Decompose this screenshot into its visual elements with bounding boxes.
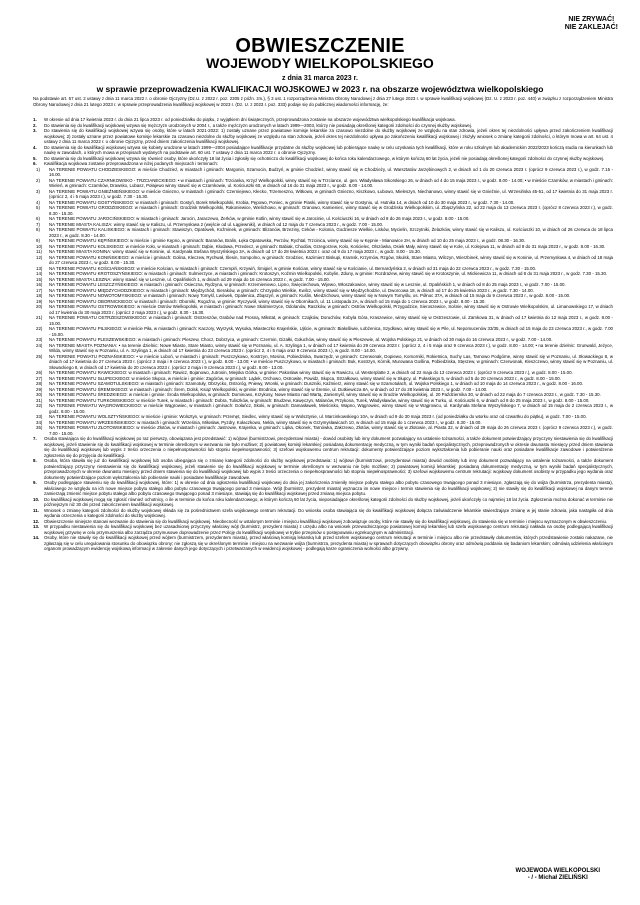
location-number: 13) [36, 265, 43, 271]
notice-line-1: NIE ZRYWAĆ! [568, 16, 615, 23]
location-text: NA TERENIE POWIATU OSTRZESZOWSKIEGO: w miastach i gminach: Ostrzeszów, Grabów nad Prosną, Mikstat, w gminach: Czajków, Doruchów, Kobyla Góra, Kraszewice, winny stawić się w Ostrzeszowie, ul. Zamkowa 31, w dniach od 17 kwietnia do 12 maja 2023 r., w godz. 8.00 - 15.00. [49, 315, 613, 326]
location-text: NA TERENIE POWIATU NOWOTOMYSKIEGO: w miastach i gminach: Nowy Tomyśl, Lwówek, Opalenica, Zbąszyń, w gminach: Kuślin, Miedzichowo, winny stawić się w Nowym Tomyślu, os. Północ 37A, w dniach od 15 maja do 9 czerwca 2023 r., w godz. 8.00 - 15.00. [49, 293, 571, 298]
point-number: 2. [33, 122, 37, 128]
location-text: NA TERENIE POWIATU GRODZISKIEGO: w miastach i gminach: Grodzisk Wielkopolski, Rakoniewice, Wielichowo, w gminach: Granowo, Kamieniec, winny stawić się w Grodzisku Wielkopolskim, ul. Zbąszyńska 22, od 22 maja do 13 czerwca 2023 r. (oprócz 8 czerwca 2023 r.), w godz. 8.30 - 15.30. [49, 205, 613, 216]
location-number: 1) [36, 166, 40, 172]
location-row [33, 425, 613, 436]
location-number: 6) [36, 216, 40, 221]
location-row [33, 178, 613, 189]
location-text: NA TERENIE POWIATU ŚREDZKIEGO: w mieście i gminie: Środa Wielkopolska, w gminach: Dominowo, Krzykosy, Nowe Miasto nad Wartą, Zaniemyśl, winny stawić się w Środzie Wielkopolskiej, ul. 20 Października 30, w dniach od 22 maja do 7 czerwca 2023 r., w godz. 7.30 - 15.30. [49, 392, 601, 397]
point-number: 5. [33, 155, 37, 161]
point-number: 3. [33, 128, 37, 133]
location-number: 33) [36, 414, 43, 419]
points-list-1 [33, 117, 613, 167]
location-text: NA TERENIE MIASTA KONINA: winny stawić się w Koninie, ul. Kardynała Stefana Wyszyńskiego 3A, w dniach od 17 do 28 kwietnia 2023 r. oraz od 9 do 17 maja 2023 r., w godz. 8.00 - 15.30. [49, 249, 421, 254]
location-text: NA TERENIE POWIATU POZNAŃSKIEGO: • w mieście Luboń, w miastach i gminach: Puszczykowo, Kostrzyn, Mosina, Pobiedziska, Swarzędz, w gminach: Czerwonak, Dopiewo, Komorniki, Rokietnica, Suchy Las, Tarnowo Podgórne, winny stawić się w Poznaniu, ul. Słowackiego 8, w dniach od 17 kwietnia do 27 czerwca 2023 r. (oprócz 2 maja i 9 czerwca 2023 r.), w godz. 8.00 - 13.00; • w mieście Puszczykowo, w miastach i gminach: Buk, Kostrzyn, Kórnik, Murowana Goślina, Pobiedziska, Stęszew, w gminach: Czerwonak, Kleszczewo, winny stawić się w Poznaniu, ul. Słowackiego 8, w dniach od 17 kwietnia do 20 czerwca 2023 r. (oprócz 2 maja i 9 czerwca 2023 r.), w godz. 8.00 - 13.00. [49, 353, 613, 370]
document-topic: w sprawie przeprowadzenia KWALIFIKACJI WOJSKOWEJ w 2023 r. na obszarze województwa wielkopolskiego [96, 84, 544, 94]
location-text: NA TERENIE POWIATU WĄGROWIECKIEGO: w mieście Wągrowiec, w miastach i gminach: Gołańcz, Skoki, w gminach: Damasławek, Mieścisko, Wapno, Wągrowiec, winny stawić się w Wągrowcu, ul. Kardynała Stefana Wyszyńskiego 7, w dniach od 15 maja do 2 czerwca 2023 r., w godz. 8.00 - 15.00. [49, 403, 613, 414]
point-text: Kwalifikacja wojskowa zostanie przeprowadzona w niżej podanych miejscach i terminach: [44, 161, 219, 166]
numbered-point [33, 508, 613, 519]
location-text: NA TERENIE POWIATU OSTROWSKIEGO: w mieście Ostrów Wielkopolski, w miastach i gminach: Nowe Skalmierzyce, Odolanów, Raszków, w gminach: Ostrów Wielkopolski, Przygodzice, Sieroszewice, Sośnie, winny stawić się w Ostrowie Wielkopolskim, ul. Limanowskiego 17, w dniach od 17 kwietnia do 30 maja 2023 r. (oprócz 2 maja 2023 r.), w godz. 8.30 - 16.30. [49, 304, 613, 315]
point-text: Do stawienia się do kwalifikacji wojskowej wzywa się kobiety urodzone w latach 1999—2004 posiadające kwalifikacje przydatne do służby wojskowej lub pobierające naukę w celu uzyskania tych kwalifikacji, które w roku szkolnym lub akademickim 2022/2023 kończą studia na kierunkach lub naukę w zawodach, o których mowa w przepisach wydanych na podstawie art. 60 ust. 7 ustawy z dnia 11 marca 2022 r. o obronie Ojczyzny. [44, 144, 613, 155]
location-number: 17) [36, 287, 43, 293]
location-number: 23) [36, 337, 43, 342]
point-text: Osoby, które nie stawiły się do kwalifikacji wojskowej przed wójtem (burmistrzem, prezydentem miasta), przed właściwą komisją lekarską lub przed szefem wojskowego centrum rekrutacji w terminie i miejscu albo nie przedstawiły dokumentów, których przedstawienie zostało nakazane, nie zgłaszają się w celu uregulowania stosunku do obowiązku obrony; nie zgłoszą się w określonym terminie i miejscu na wezwanie wójta (burmistrza, prezydenta miasta) w sprawach dotyczących obowiązku obrony oraz odmówią poddania się badaniom lekarskim; odmówią udzielenia właściwym organom prowadzącym ewidencję wojskową informacji w zakresie danych jego dotyczących i przetwarzanych w ewidencji wojskowej - podlegają karze ograniczenia wolności albo grzywny. [44, 535, 613, 551]
location-text: NA TERENIE POWIATU PLESZEWSKIEGO: w miastach i gminach: Pleszew, Chocz, Dobrzyca, w gminach: Czermin, Gizałki, Gołuchów, winny stawić się w Pleszewie, al. Wojska Polskiego 21, w dniach od 30 maja do 16 czerwca 2023 r., w godz. 7.00 - 14.00. [49, 337, 553, 342]
point-number: 1. [33, 117, 37, 122]
point-number: 6. [33, 161, 37, 166]
location-text: NA TERENIE POWIATU ŚREMSKIEGO: w miastach i gminach: Śrem, Dolsk, Książ Wielkopolski, w gminie: Brodnica, winny stawić się w Śremie, ul. Dutkiewicza 8A, w dniach od 17 do 28 kwietnia 2023 r., w godz. 7.00 - 14.00. [49, 386, 488, 392]
location-number: 5) [36, 205, 40, 210]
point-text: Osoby podlegające stawieniu się do kwalifikacji wojskowej, które: 1) w okresie od dnia ogłoszenia kwalifikacji wojskowej do dnia jej zakończenia zmieniły miejsce pobytu stałego albo pobytu czasowego trwającego ponad 3 miesiące, zgłaszają się do wójta (burmistrza, prezydenta miasta), właściwego ze względu na ich nowe miejsce pobytu stałego albo pobytu czasowego trwającego ponad 3 miesiące. Wójt (burmistrz, prezydent miasta) wyznacza im nowe miejsce i termin stawienia się do kwalifikacji wojskowej; 2) nie stawiły się do kwalifikacji wojskowej na danym terenie zamierzają zmienić miejsce pobytu stałego albo pobytu czasowego trwającego ponad 3 miesiące, stawiają się do kwalifikacji wojskowej przed zmianą miejsca pobytu. [44, 480, 613, 496]
point-text: W okresie od dnia 17 kwietnia 2023 r. do dnia 21 lipca 2023 r. od poniedziałku do piątku, z wyjątkiem dni świątecznych, przeprowadzona zostanie na obszarze województwa wielkopolskiego kwalifikacja wojskowa. [44, 117, 456, 122]
point-text: W przypadku niestawienia się do kwalifikacji wojskowej bez uzasadnionej przyczyny właściwy wójt (burmistrz, prezydent miasta) z urzędu albo na wniosek przewodniczącego powiatowej komisji lekarskiej lub szefa wojskowego centrum rekrutacji nakłada na osobę podlegającą kwalifikacji wojskowej grzywnę w celu przymuszenia albo zarządza przymusowe doprowadzenie przez Policję do kwalifikacji wojskowej w trybie przepisów o postępowaniu egzekucyjnym w administracji. [44, 524, 613, 535]
legal-basis-intro: Na podstawie art. 57 ust. 2 ustawy z dnia 11 marca 2022 r. o obronie Ojczyzny (Dz.U. z 2022 r. poz. 2305 z późn. zm.), § 3 ust. 1 rozporządzenia Ministra Obrony Narodowej z dnia 27 lutego 2023 r. w sprawie kwalifikacji wojskowej (Dz. U. z 2023 r. poz. 440) w związku z rozporządzeniem Ministra Obrony Narodowej z dnia 21 lutego 2023 r. w sprawie przeprowadzenia kwalifikacji wojskowej w 2023 r. (Dz. U. z 2023 r. poz. 333) podaje się do publicznej wiadomości informację, że: [33, 96, 613, 107]
location-number: 31) [36, 397, 43, 403]
location-text: NA TERENIE MIASTA LESZNA: winny stawić się w Lesznie, ul. Opalińskich 1, w dniach od 29 maja do 16 czerwca 2023 r., w godz. 7.00 - 15.00. [49, 276, 330, 282]
location-row [33, 167, 613, 178]
points-list-2 [33, 436, 613, 552]
location-text: NA TERENIE POWIATU LESZCZYŃSKIEGO: w miastach i gminach: Osieczna, Rydzyna, w gminach: Krzemieniewo, Lipno, Święciechowa, Wijewo, Włoszakowice, winny stawić się w Lesznie, ul. Opalińskich 1, w dniach od 8 do 25 maja 2023 r., w godz. 7.00 - 15.00. [49, 282, 566, 287]
point-number: 4. [33, 144, 37, 150]
location-row [33, 255, 613, 266]
location-number: 8) [36, 227, 40, 232]
numbered-point [33, 128, 613, 145]
location-number: 30) [36, 392, 43, 397]
numbered-point [33, 497, 613, 508]
numbered-point [33, 535, 613, 552]
point-text: Osoba, która stawiła się już do kwalifikacji wojskowej lub osoba ubiegająca się o zmianę kategorii zdolności do służby wojskowej przedstawia: 1) wójtowi (burmistrzowi, prezydentowi miasta) dowód osobisty lub inny dokument pozwalający na ustalenie tożsamości, a także dokument potwierdzający przyczyny niestawienia się do kwalifikacji wojskowej, jeżeli stawienie się do kwalifikacji wojskowej w terminie określonym w wezwaniu nie było możliwe; 2) powiatowej komisji lekarskiej: posiadaną dokumentację medyczną, w tym wyniki badań specjalistycznych, przeprowadzonych w okresie dwunastu miesięcy przed dniem stawienia się do kwalifikacji wojskowej lub wypis z treści orzeczenia o niepełnosprawności lub stopniu niepełnosprawności; 3) szefowi wojskowemu centrum rekrutacji: wojskowy dokument osobisty w przypadku jego wydania oraz dokumenty potwierdzające poziom wykształcenia lub pobieranie nauki i posiadane kwalifikacje zawodowe. [44, 458, 613, 480]
location-number: 12) [36, 254, 43, 260]
location-number: 18) [36, 293, 43, 298]
location-text: NA TERENIE POWIATU RAWICKIEGO: w miastach i gminach: Rawicz, Bojanowo, Jutrosin, Miejska Górka, w gminie: Pakosław winny stawić się w Rawiczu, ul. Westerplatte 2, w dniach od 22 maja do 13 czerwca 2023 r. (oprócz 9 czerwca 2023 r.), w godz. 8.00 - 15.00. [49, 370, 573, 375]
location-number: 19) [36, 298, 43, 304]
location-row [33, 205, 613, 216]
location-number: 10) [36, 243, 43, 249]
location-number: 35) [36, 425, 43, 430]
point-number: 10. [33, 496, 40, 502]
numbered-point [33, 436, 613, 458]
location-text: NA TERENIE POWIATU CZARNKOWSKO - TRZCIANECKIEGO: • w miastach i gminach: Trzcianka, Krzyż Wielkopolski, winny stawić się w Trzciance, ul. gen. Władysława Sikorskiego 26, w dniach od 4 do 15 maja 2023 r., w godz. 8.00 - 14.00; • w mieście Czarnków, w miastach i gminach: Wieleń, w gminach: Czarnków, Drawsko, Lubasz, Połajewo winny stawić się w Czarnkowie, ul. Kościuszki 60, w dniach od 16 do 31 maja 2023 r., w godz. 8.00 - 14.00. [49, 177, 613, 188]
numbered-point [33, 145, 613, 156]
location-text: NA TERENIE POWIATU KONIŃSKIEGO: w mieście i gminach: Golina, Kleczew, Rychwał, Ślesin, Sompolno, w gminach: Grodziec, Kazimierz Biskupi, Kramsk, Krzymów, Rzgów, Skulsk, Stare Miasto, Wilczyn, Wierzbinek, winny stawić się w Koninie, ul. Przemysłowa 4, w dniach od 18 maja do 27 czerwca 2023 r., w godz. 8.00 - 15.30. [49, 254, 613, 265]
location-number: 11) [36, 249, 43, 254]
point-text: Do kwalifikacji wojskowej mogą się zgłosić również ochotnicy, o ile w terminie do końca roku kalendarzowego, w którym kończą 60 lat życia, nieposiadające określonej kategorii zdolności do służby wojskowej, jeżeli ukończyły co najmniej 18 lat życia. Zgłoszenia można dokonać w terminie nie późniejszym niż 30 dni przed zakończeniem kwalifikacji wojskowej. [44, 496, 613, 507]
location-number: 32) [36, 403, 43, 408]
notice-line-2: NIE ZAKLEJAĆ! [564, 24, 618, 31]
locations-list [33, 167, 613, 437]
location-text: NA TERENIE MIASTA KALISZA: winny stawić się w Kaliszu, ul. Przemysłowa 2 (wejście od ul. Łągiewniki), w dniach od 12 maja do 7 czerwca 2023 r., w godz. 7.00 - 15.00. [49, 221, 384, 227]
location-row [33, 189, 613, 200]
signature-title: WOJEWODA WIELKOPOLSKI [515, 868, 600, 874]
location-number: 14) [36, 271, 43, 276]
location-row [33, 315, 613, 326]
location-number: 25) [36, 353, 43, 359]
signature-name: - / - Michał ZIELIŃSKI [527, 875, 588, 881]
location-number: 7) [36, 221, 40, 227]
point-number: 11. [33, 507, 39, 513]
document-body [33, 117, 613, 552]
location-number: 29) [36, 386, 43, 392]
location-number: 21) [36, 315, 43, 320]
location-number: 15) [36, 276, 43, 282]
location-number: 2) [36, 177, 40, 183]
location-text: NA TERENIE POWIATU CHODZIESKIEGO: w mieście Chodzież, w miastach i gminach: Margonin, Szamocin, Budzyń, w gminie Chodzież, winny stawić się w Chodzieży, ul. Warsztatów Jarzębinowych 2, w dniach od 1 do 20 czerwca 2023 r. (oprócz 9 czerwca 2023 r.), w godz. 7.15 - 16.00. [49, 166, 613, 177]
numbered-point [33, 524, 613, 535]
location-text: NA TERENIE POWIATU WOLSZTYŃSKIEGO: w mieście i gminie: Wolsztyn, w gminach: Przemęt, Siedlec, winny stawić się w Wolsztynie, ul. Marcinkowskiego 10A, w dniach od 9 do 30 maja 2023 r. (od poniedziałku do wtorku oraz od czwartku do piątku), w godz. 7.00 - 15.00. [49, 414, 587, 419]
point-number: 8. [33, 458, 37, 463]
location-number: 24) [36, 342, 43, 348]
location-row [33, 326, 613, 337]
location-text: NA TERENIE POWIATU KĘPIŃSKIEGO: w mieście i gminie Kępno, w gminach: Baranów, Bralin, Łęka Opatowska, Perzów, Rychtal, Trzcinica, winny stawić się w Kępnie - Mianowice 2H, w dniach od 10 do 25 maja 2023 r., w godz. 08.30 - 16.30. [49, 238, 526, 243]
point-number: 14. [33, 535, 40, 540]
location-row [33, 354, 613, 371]
point-text: Osoba stawiająca się do kwalifikacji wojskowej po raz pierwszy, obowiązana jest przedstawić: 1) wójtowi (burmistrzowi, prezydentowi miasta) - dowód osobisty lub inny dokument pozwalający na ustalenie tożsamości, a także dokument potwierdzający przyczyny niestawienia się do kwalifikacji wojskowej, jeżeli stawienie się do kwalifikacji wojskowej w terminie określonym w wezwaniu nie było możliwe; 2) powiatowej komisji lekarskiej: posiadaną dokumentację medyczną, w tym wyniki badań specjalistycznych, przeprowadzonych w okresie dwunastu miesięcy przed dniem stawienia się do kwalifikacji wojskowej lub wypis z treści orzeczenia o niepełnosprawności lub stopniu niepełnosprawności; 3) szefowi wojskowemu centrum rekrutacji: dokumenty potwierdzające poziom wykształcenia lub pobieranie nauki oraz posiadane kwalifikacje zawodowe i potwierdzenie zgłoszenia się do przyjęcia do kwalifikacji. [44, 436, 613, 458]
location-text: NA TERENIE POWIATU PILSKIEGO: w mieście Piła, w miastach i gminach: Kaczory, Wyrzysk, Wysoka, Miasteczko Krajeńskie, Ujście, w gminach: Białośliwie, Łobżenica, Szydłowo, winny stawić się w Pile, ul. Nepomucenów 33/35, w dniach od 15 maja do 23 czerwca 2023 r., w godz. 7.00 - 15.00. [49, 326, 613, 337]
numbered-point [33, 458, 613, 480]
location-number: 27) [36, 375, 43, 381]
location-text: NA TERENIE POWIATU OBORNICKIEGO: w miastach i gminach: Oborniki, Rogoźno, w gminie: Ryczywół, winny stawić się w Obornikach, ul. 11 Listopada 2A, w dniach od 15 maja do 1 czerwca 2023 r., w godz. 8.00 - 15.30. [49, 298, 486, 304]
point-text: Do stawienia się do kwalifikacji wojskowej wzywa się osoby, które w latach 2021-2022: 1) zostały uznane przez powiatowe komisje lekarskie za czasowo niezdolne do służby wojskowej ze względu na stan zdrowia, jeżeli okres tej niezdolności upływa przed zakończeniem kwalifikacji wojskowej; 2) zostały uznane przez powiatowe komisje lekarskie za czasowo niezdolne do służby wojskowej ze względu na stan zdrowia, jeżeli okres tej niezdolności upływa po zakończeniu kwalifikacji wojskowej i złożyły wniosek o zmianę kategorii zdolności, o którym mowa w art. 64 ust. 4 ustawy z dnia 11 marca 2022 r. o obronie Ojczyzny, przed dniem zakończenia kwalifikacji wojskowej. [44, 128, 613, 144]
document-date: z dnia 31 marca 2023 r. [282, 75, 358, 82]
location-number: 4) [36, 199, 40, 205]
location-text: NA TERENIE POWIATU JAROCIŃSKIEGO: w miastach i gminach: Jarocin, Jaraczewo, Żerków, w gminie Kotlin, winny stawić się w Jarocinie, ul. Kościuszki 16, w dniach od 8 do 26 maja 2023 r., w godz. 8.00 - 15.00. [49, 216, 470, 221]
location-row [33, 343, 613, 354]
location-text: NA TERENIE POWIATU KOLSKIEGO: w mieście Koło, w miastach i gminach: Dąbie, Kłodawa, Przedecz, w gminach: Babiak, Chodów, Grzegorzew, Koło, Kościelec, Olszówka, Osiek Mały, winny stawić się w Kole, ul. Kolejowa 11, w dniach od 8 do 31 maja 2023 r., w godz. 8.00 - 16.30. [49, 243, 606, 249]
location-number: 16) [36, 282, 43, 287]
point-number: 9. [33, 480, 37, 485]
signature-block [516, 868, 600, 882]
location-text: NA TERENIE POWIATU SŁUPECKIEGO: w mieście Słupca, w mieście i gminie: Zagórów, w gminach: Lądek, Orchowo, Ostrowite, Powidz, Słupca, Strzałkowo, winny stawić się w Słupcy, ul. Pułaskiego 5, w dniach od 5 do 20 czerwca 2023 r., w godz. 8.00 - 15.00. [49, 375, 561, 381]
document-title: OBWIESZCZENIE [235, 35, 405, 57]
location-number: 26) [36, 370, 43, 375]
location-row [33, 403, 613, 414]
document-subtitle: WOJEWODY WIELKOPOLSKIEGO [206, 55, 434, 71]
numbered-point [33, 480, 613, 497]
location-number: 9) [36, 238, 40, 243]
location-text: NA TERENIE POWIATU MIĘDZYCHODZKIEGO: w miastach i gminach: Międzychód, Sieraków, w gminach: Chrzypsko Wielkie, Kwilcz, winny stawić się w Międzychodzie, ul. Dworcowa 18, w dniach od 17 do 25 kwietnia 2023 r., w godz. 7.30 - 14.00. [49, 287, 534, 293]
location-text: NA TERENIE POWIATU SZAMOTULSKIEGO: w miastach i gminach: Szamotuły, Obrzycko, Ostroróg, Pniewy, Wronki, w gminach: Duszniki, Kaźmierz, winny stawić się w Szamotułach, ul. Wojska Polskiego 1, w dniach od 10 maja do 14 czerwca 2023 r., w godz. 8.00 - 16.00. [49, 381, 584, 386]
location-row [33, 304, 613, 315]
location-text: NA TERENIE POWIATU KOŚCIAŃSKIEGO: w mieście Kościan, w miastach i gminach: Czempiń, Krzywiń, Śmigiel, w gminie Kościan, winny stawić się w Kościanie, ul. Bernardyńska 2, w dniach od 31 maja do 22 czerwca 2023 r., w godz. 7.30 - 15.00. [49, 265, 537, 271]
location-number: 28) [36, 381, 43, 386]
location-text: NA TERENIE POWIATU GOSTYŃSKIEGO: w miastach i gminach: Gostyń, Borek Wielkopolski, Krobia, Pępowo, Poniec, w gminie Piaski, winny stawić się w Gostyniu, ul. Hutnika 14, w dniach od 10 do 30 maja 2023 r., w godz. 7.30 - 14.00. [49, 199, 515, 205]
location-text: NA TERENIE POWIATU GNIEŹNIEŃSKIEGO: w mieście Gniezno, w miastach i gminach: Czerniejewo, Kłecko, Trzemeszno, Witkowo, w gminach Gniezno, Kiszkowo, Łubowo, Mieleszyn, Niechanowo, winny stawić się w Gnieźnie, ul. Wrzesińska 45-51, od 17 kwietnia do 31 maja 2023 r. (oprócz 2, 4 i 5 maja 2023 r.), w godz. 7.30 - 16.30. [49, 188, 613, 199]
location-number: 34) [36, 419, 43, 425]
point-text: Wniosek o zmianę kategorii zdolności do służby wojskowej składa się za pośrednictwem szefa wojskowego centrum rekrutacji. Do wniosku osoba stawiająca się do kwalifikacji wojskowej dołącza zaświadczenie lekarskie stwierdzające zmianę w jej stanie zdrowia, jaka nastąpiła od dnia wydania orzeczenia o kategorii zdolności do służby wojskowej. [44, 507, 613, 518]
location-text: NA TERENIE MIASTA POZNANIA: • na terenie dzielnic: Nowe Miasto, Stare Miasto, winny stawić się w Poznaniu, ul. A. Szylinga 1, w dniach od 17 kwietnia do 29 czerwca 2023 r. (oprócz 2, 4 i 5 maja oraz 9 czerwca 2023 r.), w godz. 8.00 - 14.00; • na terenie dzielnic: Grunwald, Jeżyce, Wilda, winny stawić się w Poznaniu, ul. A. Szylinga 1, w dniach od 17 kwietnia do 23 czerwca 2023 r. (oprócz 2, 4 i 5 maja oraz 9 czerwca 2023 r.), w godz. 8.00 - 14.00. [49, 342, 613, 353]
location-text: NA TERENIE POWIATU TURKOWSKIEGO: w mieście Turek, w miastach i gminach: Dobra, Tuliszków, w gminach: Brudzew, Kawęczyn, Malanów, Przykona, Turek, Władysławów, winny stawić się w Turku, ul. Kościuszki 6, w dniach od 8 do 25 maja 2023 r., w godz. 8.00 - 15.00. [49, 397, 590, 403]
location-text: NA TERENIE POWIATU KROTOSZYŃSKIEGO: w miastach i gminach: Sulmierzyce, w miastach i gminach: Krotoszyn, Koźmin Wielkopolski, Kobylin, Zduny, w gminie: Rozdrażew, winny stawić się w Krotoszynie, ul. Mickiewicza 11, w dniach od 8 do 31 maja 2023 r., w godz. 7.30 - 15.30. [49, 271, 608, 276]
location-text: NA TERENIE POWIATU WRZESIŃSKIEGO: w miastach i gminach: Września, Miłosław, Pyzdry, Kołaczkowo, Nekla, winny stawić się w Grzymysławicach 10, w dniach od 15 maja do 1 czerwca 2023 r., w godz. 8.30 - 15.00. [49, 419, 482, 425]
point-number: 13. [33, 524, 40, 529]
location-number: 22) [36, 326, 43, 331]
do-not-remove-notice [565, 16, 618, 32]
point-text: Do stawienia się do kwalifikacji wojskowej wzywa się mężczyzn urodzonych w 2004 r., a także mężczyzn urodzonych w latach 1999—2003, którzy nie posiadają określonej kategorii zdolności do czynnej służby wojskowej. [44, 122, 473, 128]
location-row [33, 227, 613, 238]
point-text: Obwieszczenie niniejsze stanowi wezwanie do stawienia się do kwalifikacji wojskowej. Nieobecność w ustalonym terminie i miejscu kwalifikacji wojskowej zobowiązuje osoby, które nie stawiły się do kwalifikacji wojskowej, do stawienia się w terminie i miejscu wyznaczonym w obwieszczeniu. [44, 518, 608, 524]
location-number: 20) [36, 304, 43, 309]
point-number: 7. [33, 436, 37, 441]
location-text: NA TERENIE POWIATU ZŁOTOWSKIEGO: w mieście Złotów, w miastach i gminach: Jastrowie, Krajenka, w gminach: Lipka, Okonek, Tarnówka, Zakrzewo, Złotów, winny stawić się w Złotowie, al. Piasta 32, w dniach od 29 maja do 26 czerwca 2023 r. (oprócz 9 czerwca 2023 r.), w godz. 7.00 - 15.00. [49, 425, 613, 436]
point-text: Do stawienia się do kwalifikacji wojskowej wzywa się również osoby, które ukończyły 18 lat życia i zgłosiły się ochotniczo do kwalifikacji wojskowej do końca roku kalendarzowego, w którym kończą 60 lat życia, jeżeli nie posiadają określonej kategorii zdolności do czynnej służby wojskowej. [44, 155, 605, 161]
point-number: 12. [33, 518, 40, 524]
location-number: 3) [36, 188, 40, 194]
location-text: NA TERENIE POWIATU KALISKIEGO: w miastach i gminach: Stawiszyn, Opatówek, Koźminek, w gminach: Blizanów, Brzeziny, Ceków - Kolonia, Godziesze Wielkie, Lisków, Mycielin, Szczytniki, Żelazków, winny stawić się w Kaliszu, ul. Kościuszki 10, w dniach od 26 czerwca do 18 lipca 2023 r., w godz. 8.30 - 14.00. [49, 227, 613, 238]
